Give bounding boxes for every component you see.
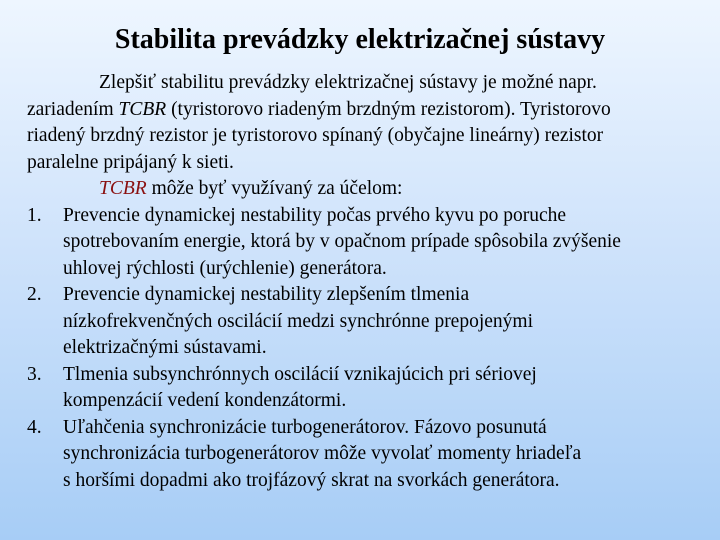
list-item-line: Tlmenia subsynchrónnych oscilácií vznikajúcich pri sériovej bbox=[63, 363, 537, 385]
list-item-line: nízkofrekvenčných oscilácií medzi synchrónne prepojenými bbox=[63, 310, 533, 332]
tcbr-usage-abbreviation: TCBR bbox=[99, 178, 147, 199]
list-item-4 bbox=[27, 415, 707, 495]
list-item-line: spotrebovaním energie, ktorá by v opačnom prípade spôsobila zvýšenie bbox=[63, 231, 621, 252]
list-item-line: s horšími dopadmi ako trojfázový skrat na svorkách generátora. bbox=[63, 469, 560, 491]
list-item-line: Prevencie dynamickej nestability zlepšením tlmenia bbox=[63, 284, 470, 305]
intro-line-2-post: (tyristorovo riadeným brzdným rezistorom). Tyristorovo bbox=[166, 98, 611, 120]
list-item-text bbox=[63, 203, 707, 283]
usage-text: môže byť využívaný za účelom: bbox=[146, 178, 403, 199]
tcbr-abbreviation: TCBR bbox=[118, 98, 167, 120]
list-item-3 bbox=[27, 362, 707, 415]
list-number: 4. bbox=[27, 416, 42, 438]
slide-body bbox=[27, 70, 707, 494]
list-item-line: Prevencie dynamickej nestability počas prvého kyvu po poruche bbox=[63, 204, 567, 226]
list-number: 3. bbox=[27, 363, 42, 385]
list-item-line: synchronizácia turbogenerátorov môže vyvolať momenty hriadeľa bbox=[63, 443, 582, 464]
list-item-line: uhlovej rýchlosti (urýchlenie) generátora. bbox=[63, 257, 387, 279]
usage-paragraph bbox=[27, 176, 707, 203]
intro-line-3: riadený brzdný rezistor je tyristorovo spínaný (obyčajne lineárny) rezistor bbox=[27, 125, 604, 146]
list-item-1 bbox=[27, 203, 707, 283]
intro-line-4: paralelne pripájaný k sieti. bbox=[27, 151, 234, 173]
list-item-text bbox=[63, 282, 707, 362]
list-item-2 bbox=[27, 282, 707, 362]
intro-line-2-pre: zariadením bbox=[27, 98, 119, 120]
list-item-line: kompenzácií vedení kondenzátormi. bbox=[63, 390, 347, 411]
list-item-text bbox=[63, 415, 707, 495]
intro-line-1: Zlepšiť stabilitu prevádzky elektrizačnej sústavy je možné napr. bbox=[99, 72, 597, 93]
list-number: 1. bbox=[27, 204, 42, 226]
list-item-line: elektrizačnými sústavami. bbox=[63, 337, 267, 358]
purpose-list bbox=[27, 203, 707, 495]
slide-title: Stabilita prevádzky elektrizačnej sústavy bbox=[114, 24, 606, 55]
list-item-text bbox=[63, 362, 707, 415]
usage-line bbox=[27, 176, 707, 203]
list-item-line: Uľahčenia synchronizácie turbogenerátorov. Fázovo posunutá bbox=[63, 416, 547, 438]
intro-line-2 bbox=[27, 97, 707, 124]
intro-paragraph bbox=[27, 70, 707, 176]
list-number: 2. bbox=[27, 284, 42, 305]
